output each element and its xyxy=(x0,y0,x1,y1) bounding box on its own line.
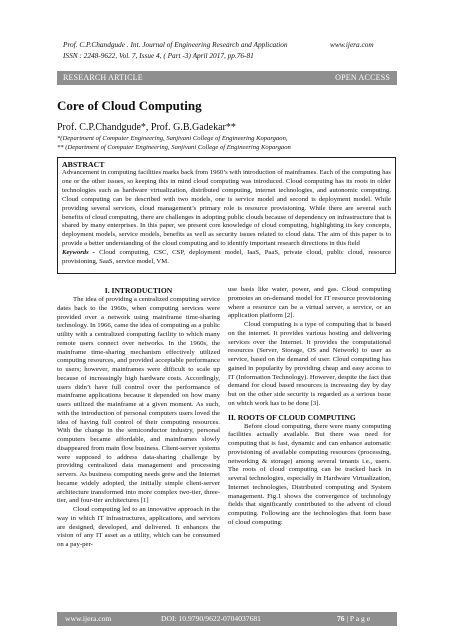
page-word: | P a g e xyxy=(344,614,371,623)
abstract-box xyxy=(57,157,396,274)
journal-citation: Prof. C.P.Chandgude . Int. Journal of Engineering Research and Application xyxy=(63,40,288,49)
introduction-heading: I. INTRODUCTION xyxy=(104,286,173,295)
page-number: 76 xyxy=(337,614,345,623)
left-column xyxy=(57,286,220,550)
paper-authors: Prof. C.P.Chandgude*, Prof. G.B.Gadekar** xyxy=(57,122,236,133)
intro-paragraph-1: The idea of providing a centralized computing service dates back to the 1960s, when computing services were provided over a network using mainframe time-sharing technology. In 1966, came the idea of computing as a public utility with a centralized computing facility to which many remote users connect over networks. In the 1960s, the mainframe time-sharing mechanism effectively utilized computing resources, and provided acceptable performance to users; however, mainframes were difficult to scale up because of increasingly high hardware costs. Accordingly, users didn’t have full control over the performance of mainframe applications because it depended on how many users utilized the mainframe at a given moment. As such, with the introduction of personal computers users loved the idea of having full control of their computing resources. With the change in the semiconductor industry, personal computers became affordable, and mainframes slowly disappeared from main flow business. Client-server systems were supposed to address data-sharing challenge by providing centralized data management and processing servers. As business computing needs grew and the Internet became widely adopted, the initially simple client-server architecture transformed into more complex two-tier, three-tier, and four-tier architectures [1] xyxy=(57,296,220,505)
keywords-text: Cloud computing, CSC, CSP, deployment model, IaaS, PaaS, private cloud, public cloud, resource provisioning, SaaS, service model, VM. xyxy=(62,249,391,266)
footer-website[interactable]: www.ijera.com xyxy=(65,614,112,623)
journal-website[interactable]: www.ijera.com xyxy=(330,40,374,49)
abstract-text: Advancement in computing facilities marks back from 1960’s with introduction of mainframes. Each of the computing has one or the other issues, so keeping this in mind cloud computing was introduced. Cloud computing has its roots in older technologies such as hardware virtualization, distributed computing, internet technologies, and autonomic computing. Cloud computing can be described with two models, one is service model and second is deployment model. While providing several services, cloud management’s primary role is resource provisioning. While there are several such benefits of cloud computing, there are challenges in adopting public clouds because of dependency on infrastructure that is shared by many enterprises. In this paper, we present core knowledge of cloud computing, highlighting its key concepts, deployment models, service models, benefits as well as security issues related to cloud data. The aim of this paper is to provide a better understanding of the cloud computing and to identify important research directions in this field xyxy=(62,169,391,248)
keywords-label: Keywords - xyxy=(62,249,96,257)
intro-paragraph-3: Cloud computing is a type of computing that is based on the internet. It provides various hosting and delivering services over the Internet. It provides the computational resources (Server, Storage, OS and Network) to user as service, based on the demand of user. Cloud computing has gained in popularity by providing cheap and easy access to IT (Information Technology). However, despite the fact that demand for cloud based resources is increasing day by day but on the other side security is regarded as a serious issue on which work has to be done [3]. xyxy=(228,321,391,407)
intro-paragraph-2-part-2: use basis like water, power, and gas. Cloud computing promotes an on-demand model for IT resource provisioning where a resource can be a virtual server, a service, or an application platform [2]. xyxy=(228,286,391,320)
footer-doi[interactable]: DOI: 10.9790/9622-0704037681 xyxy=(161,614,261,623)
intro-paragraph-2-part-1: Cloud computing led to an innovative approach in the way in which IT infrastructures, applications, and services are designed, developed, and delivered. It enhances the vision of any IT asset as a utility, which can be consumed on a pay-per- xyxy=(57,506,220,548)
paper-title: Core of Cloud Computing xyxy=(57,98,202,113)
article-type-banner xyxy=(57,71,397,85)
open-access-label: OPEN ACCESS xyxy=(335,73,390,82)
issn-line: ISSN : 2248-9622, Vol. 7, Issue 4, ( Part -3) April 2017, pp.76-81 xyxy=(63,51,254,60)
roots-paragraph-1: Before cloud computing, there were many computing facilities actually available. But there was need for computing that is fast, dynamic and can enhance automatic provisioning of available computing resources (processing, networking & storage) among several tenants i.e., users. The roots of cloud computing can be tracked back in several technologies, especially in Hardware Virtualization, Internet technologies, Distributed computing and System management. Fig.1 shows the convergence of technology fields that significantly contributed to the advent of cloud computing. Following are the technologies that form base of cloud computing: xyxy=(228,422,391,526)
roots-heading: II. ROOTS OF CLOUD COMPUTING xyxy=(228,412,356,422)
footer-page-number xyxy=(337,612,370,626)
keywords-line xyxy=(62,249,391,267)
page-footer xyxy=(57,612,397,626)
abstract-heading: ABSTRACT xyxy=(62,160,105,169)
affiliation-1: *(Department of Computer Engineering, Sanjivani College of Engineering Kopargaon, xyxy=(57,135,288,142)
affiliation-2: ** (Department of Computer Engineering, Sanjivani College of Engineering Kopargaon xyxy=(57,144,291,151)
right-column xyxy=(228,286,391,528)
research-article-label: RESEARCH ARTICLE xyxy=(63,73,143,82)
